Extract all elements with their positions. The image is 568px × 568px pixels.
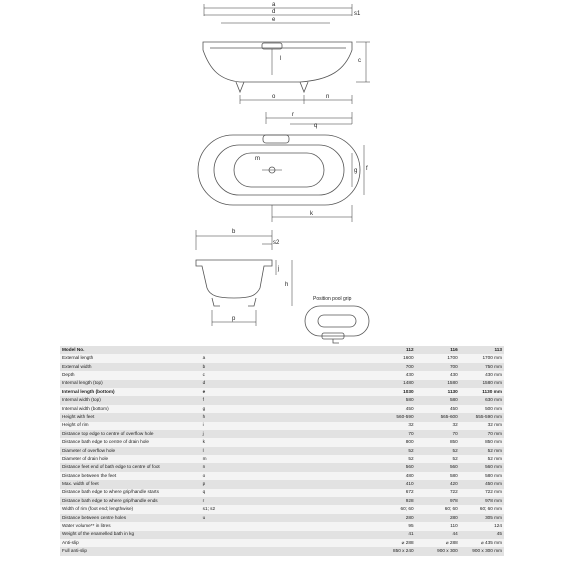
row-symbol: i	[201, 422, 372, 430]
table-row	[60, 447, 504, 455]
row-value-model-3: 750 mm	[460, 363, 504, 371]
dim-label-k: k	[310, 211, 313, 217]
row-value-model-1: 430	[371, 371, 415, 379]
row-symbol: q	[201, 489, 372, 497]
row-value-model-2: 450	[416, 405, 460, 413]
dim-label-c: c	[358, 58, 361, 64]
header-model-1: 112	[371, 346, 415, 354]
row-label: Distance top edge to centre of overflow hole	[60, 430, 201, 438]
row-value-model-3: 555-590 mm	[460, 413, 504, 421]
row-label: Diameter of drain hole	[60, 455, 201, 463]
row-symbol: g	[201, 405, 372, 413]
row-value-model-1: 95	[371, 522, 415, 530]
row-value-model-1: 800	[371, 438, 415, 446]
row-label: Depth	[60, 371, 201, 379]
row-value-model-2: 420	[416, 480, 460, 488]
row-label: Water volume** in litres	[60, 522, 201, 530]
row-value-model-1: 410	[371, 480, 415, 488]
row-value-model-2: 1700	[416, 354, 460, 362]
table-row	[60, 539, 504, 547]
row-symbol: h	[201, 413, 372, 421]
dim-label-m: m	[255, 156, 260, 162]
row-value-model-2: 52	[416, 447, 460, 455]
row-symbol	[201, 522, 372, 530]
row-symbol: j	[201, 430, 372, 438]
row-symbol	[201, 547, 372, 555]
row-label: Height with feet	[60, 413, 201, 421]
row-value-model-3: 1580 mm	[460, 380, 504, 388]
header-model-3: 113	[460, 346, 504, 354]
row-label: Anti-slip	[60, 539, 201, 547]
row-symbol: u	[201, 514, 372, 522]
row-label: Distance bath edge to where grip/handle ends	[60, 497, 201, 505]
row-label: Distance feet end of bath edge to centre of foot	[60, 463, 201, 471]
table-row	[60, 422, 504, 430]
row-value-model-3: ⌀ 435 mm	[460, 539, 504, 547]
row-value-model-3: 978 mm	[460, 497, 504, 505]
pool-grip-view	[305, 296, 369, 343]
table-row	[60, 522, 504, 530]
row-value-model-2: 70	[416, 430, 460, 438]
row-symbol: d	[201, 380, 372, 388]
row-value-model-1: ⌀ 288	[371, 539, 415, 547]
row-label: Weight of the enamelled bath in kg	[60, 531, 201, 539]
row-label: Distance between the feet	[60, 472, 201, 480]
row-symbol: o	[201, 472, 372, 480]
row-value-model-2: 850	[416, 438, 460, 446]
row-value-model-1: 560	[371, 463, 415, 471]
row-value-model-1: 280	[371, 514, 415, 522]
row-value-model-2: 32	[416, 422, 460, 430]
row-value-model-2: 52	[416, 455, 460, 463]
dim-label-e: e	[272, 17, 276, 23]
row-value-model-3: 722 mm	[460, 489, 504, 497]
table-row	[60, 547, 504, 555]
row-label: Distance between centre holes	[60, 514, 201, 522]
row-label: External width	[60, 363, 201, 371]
row-value-model-3: 450 mm	[460, 480, 504, 488]
row-value-model-2: 280	[416, 514, 460, 522]
row-value-model-2: 1130	[416, 388, 460, 396]
row-value-model-2: 900 x 300	[416, 547, 460, 555]
table-row	[60, 371, 504, 379]
row-value-model-1: 450	[371, 405, 415, 413]
row-value-model-3: 52 mm	[460, 447, 504, 455]
row-value-model-2: 722	[416, 489, 460, 497]
row-symbol: l	[201, 447, 372, 455]
dim-label-r: r	[292, 112, 294, 118]
row-symbol: k	[201, 438, 372, 446]
row-value-model-2: 110	[416, 522, 460, 530]
dim-label-j: j	[278, 266, 280, 272]
row-value-model-2: ⌀ 288	[416, 539, 460, 547]
dim-label-q: q	[314, 123, 318, 129]
row-value-model-3: 430 mm	[460, 371, 504, 379]
row-value-model-1: 560-590	[371, 413, 415, 421]
plan-view	[198, 112, 368, 222]
table-row	[60, 354, 504, 362]
row-label: External length	[60, 354, 201, 362]
row-label: Diameter of overflow hole	[60, 447, 201, 455]
table-row	[60, 480, 504, 488]
row-label: Internal width (top)	[60, 396, 201, 404]
row-label: Internal length (bottom)	[60, 388, 201, 396]
row-value-model-2: 565-600	[416, 413, 460, 421]
row-value-model-3: 1700 mm	[460, 354, 504, 362]
side-elevation-view	[203, 2, 370, 104]
row-value-model-2: 430	[416, 371, 460, 379]
table-row	[60, 396, 504, 404]
row-value-model-3: 305 mm	[460, 514, 504, 522]
row-value-model-3: 124	[460, 522, 504, 530]
table-row	[60, 388, 504, 396]
row-label: Distance bath edge to centre of drain hole	[60, 438, 201, 446]
dim-label-b: b	[232, 229, 236, 235]
row-value-model-1: 850 x 240	[371, 547, 415, 555]
row-value-model-3: 500 mm	[460, 405, 504, 413]
row-value-model-2: 978	[416, 497, 460, 505]
row-value-model-1: 700	[371, 363, 415, 371]
header-model-2: 116	[416, 346, 460, 354]
row-value-model-1: 41	[371, 531, 415, 539]
row-symbol: c	[201, 371, 372, 379]
row-value-model-1: 928	[371, 497, 415, 505]
table-row	[60, 405, 504, 413]
dim-label-h: h	[285, 282, 289, 288]
dim-label-p: p	[232, 316, 236, 322]
row-label: Full anti-slip	[60, 547, 201, 555]
table-row	[60, 430, 504, 438]
table-header-row	[60, 346, 504, 354]
row-value-model-3: 32 mm	[460, 422, 504, 430]
table-row	[60, 489, 504, 497]
row-label: Height of rim	[60, 422, 201, 430]
row-value-model-1: 60; 60	[371, 505, 415, 513]
table-row	[60, 505, 504, 513]
row-value-model-1: 52	[371, 455, 415, 463]
row-value-model-3: 52 mm	[460, 455, 504, 463]
row-label: Distance bath edge to where grip/handle starts	[60, 489, 201, 497]
row-value-model-1: 672	[371, 489, 415, 497]
table-row	[60, 497, 504, 505]
row-value-model-2: 700	[416, 363, 460, 371]
row-value-model-3: 70 mm	[460, 430, 504, 438]
row-value-model-1: 1030	[371, 388, 415, 396]
table-row	[60, 463, 504, 471]
row-value-model-3: 850 mm	[460, 438, 504, 446]
row-value-model-2: 560	[416, 463, 460, 471]
row-value-model-1: 32	[371, 422, 415, 430]
row-symbol	[201, 539, 372, 547]
dim-label-n: n	[326, 94, 330, 100]
table-row	[60, 413, 504, 421]
row-label: Max. width of feet	[60, 480, 201, 488]
row-symbol: m	[201, 455, 372, 463]
row-value-model-3: 45	[460, 531, 504, 539]
dim-label-s2: s2	[273, 240, 280, 246]
row-value-model-1: 52	[371, 447, 415, 455]
row-symbol: s1; s2	[201, 505, 372, 513]
row-value-model-3: 580 mm	[460, 472, 504, 480]
table-row	[60, 438, 504, 446]
row-symbol	[201, 531, 372, 539]
row-symbol: f	[201, 396, 372, 404]
table-row	[60, 455, 504, 463]
row-value-model-3: 560 mm	[460, 463, 504, 471]
row-value-model-1: 580	[371, 396, 415, 404]
row-label: Internal length (top)	[60, 380, 201, 388]
row-value-model-2: 60; 60	[416, 505, 460, 513]
row-symbol: r	[201, 497, 372, 505]
table-row	[60, 531, 504, 539]
dim-label-g: g	[354, 168, 358, 174]
grip-caption: Position pool grip	[313, 296, 352, 302]
row-symbol: n	[201, 463, 372, 471]
dim-label-f: f	[366, 166, 368, 172]
row-label: Internal width (bottom)	[60, 405, 201, 413]
row-value-model-1: 1600	[371, 354, 415, 362]
row-value-model-2: 580	[416, 396, 460, 404]
header-symbol	[201, 346, 372, 354]
row-value-model-1: 70	[371, 430, 415, 438]
row-symbol: a	[201, 354, 372, 362]
dim-label-s1: s1	[354, 11, 361, 17]
header-label: Model No.	[60, 346, 201, 354]
table-row	[60, 380, 504, 388]
row-label: Width of rim (foot end; lengthwise)	[60, 505, 201, 513]
section-view	[196, 229, 292, 326]
row-value-model-2: 44	[416, 531, 460, 539]
dim-label-a: a	[272, 2, 276, 8]
row-value-model-2: 1580	[416, 380, 460, 388]
table-row	[60, 472, 504, 480]
table-row	[60, 363, 504, 371]
row-value-model-2: 580	[416, 472, 460, 480]
row-value-model-1: 1480	[371, 380, 415, 388]
row-value-model-3: 630 mm	[460, 396, 504, 404]
dim-label-o: o	[272, 94, 276, 100]
row-symbol: p	[201, 480, 372, 488]
row-value-model-3: 1130 mm	[460, 388, 504, 396]
row-symbol: e	[201, 388, 372, 396]
dim-label-d: d	[272, 9, 276, 15]
row-value-model-3: 900 x 300 mm	[460, 547, 504, 555]
table-row	[60, 514, 504, 522]
row-value-model-1: 480	[371, 472, 415, 480]
row-value-model-3: 60; 60 mm	[460, 505, 504, 513]
specification-table	[60, 346, 504, 556]
row-symbol: b	[201, 363, 372, 371]
dim-label-l: l	[280, 56, 282, 62]
